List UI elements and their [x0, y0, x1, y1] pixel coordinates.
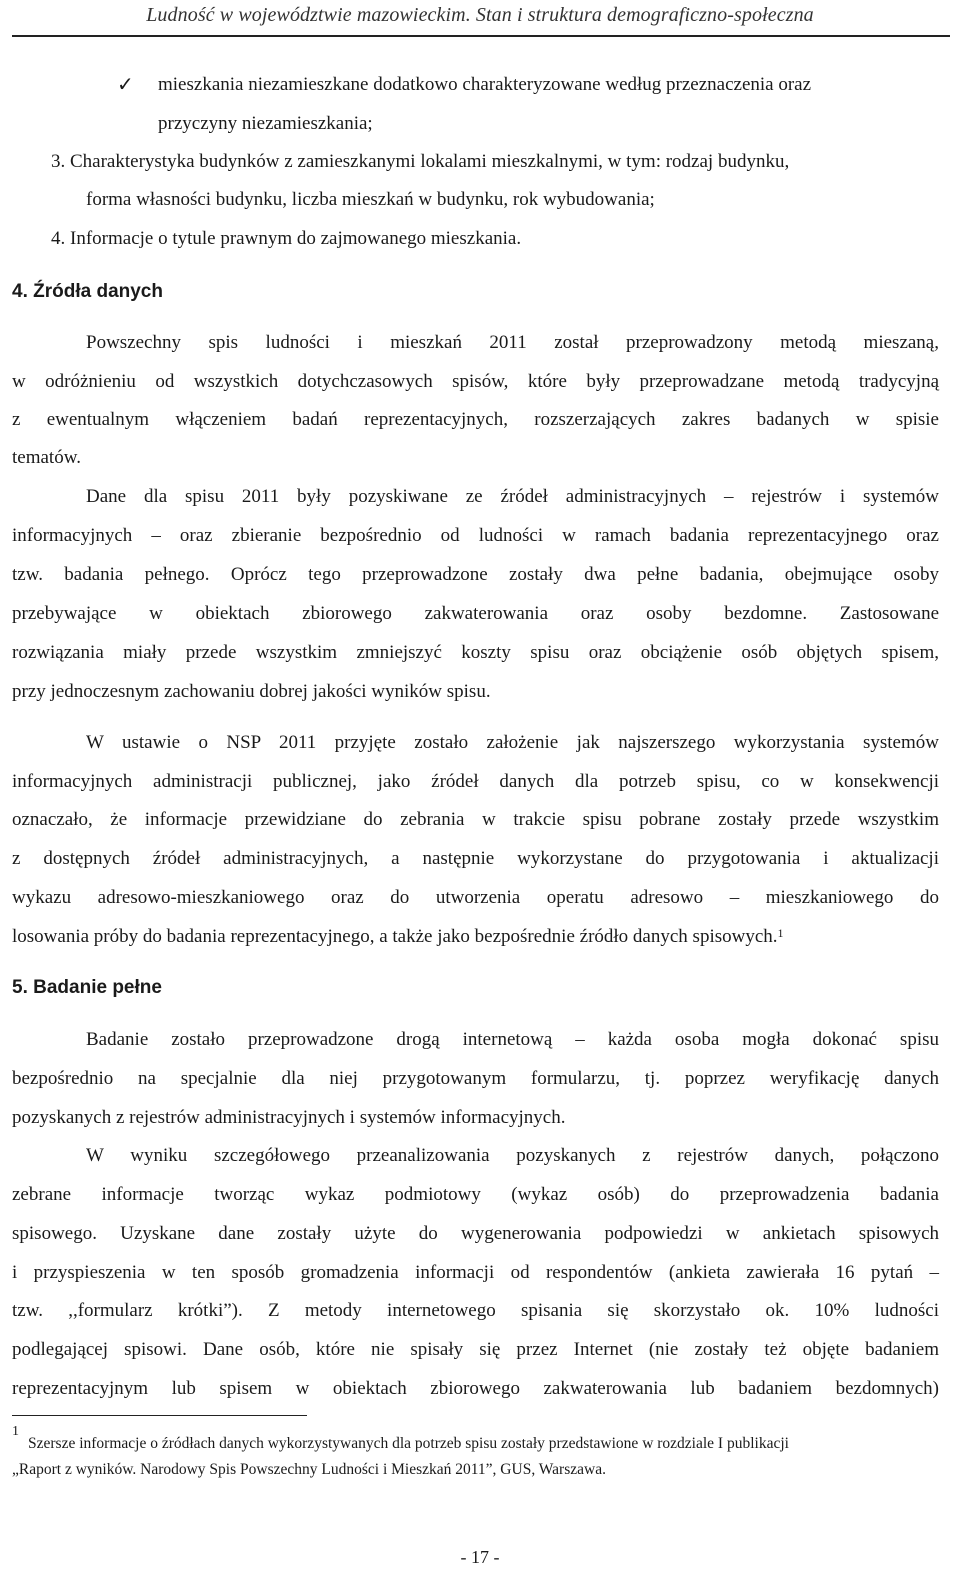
paragraph-line: rozwiązania miały przede wszystkim zmniejszyć koszty spisu oraz obciążenie osób objętych spisem,	[12, 642, 939, 663]
paragraph-line: W ustawie o NSP 2011 przyjęte zostało założenie jak najszerszego wykorzystania systemów	[86, 732, 939, 753]
paragraph-line: bezpośrednio na specjalnie dla niej przygotowanym formularzu, tj. poprzez weryfikację danych	[12, 1068, 939, 1089]
header-rule	[12, 35, 950, 37]
paragraph-line	[12, 925, 784, 949]
paragraph-line: wykazu adresowo-mieszkaniowego oraz do utworzenia operatu adresowo – mieszkaniowego do	[12, 887, 939, 908]
paragraph-line: W wyniku szczegółowego przeanalizowania pozyskanych z rejestrów danych, połączono	[86, 1145, 939, 1166]
footnote-reference: 1	[777, 926, 784, 940]
footnote-number: 1	[12, 1424, 19, 1439]
paragraph-line: zebrane informacje tworząc wykaz podmiotowy (wykaz osób) do przeprowadzenia badania	[12, 1184, 939, 1205]
paragraph-line: informacyjnych – oraz zbieranie bezpośrednio od ludności w ramach badania reprezentacyjnego oraz	[12, 525, 939, 546]
section-heading: 4. Źródła danych	[12, 281, 163, 302]
paragraph-line: z dostępnych źródeł administracyjnych, a następnie wykorzystane do przygotowania i aktualizacji	[12, 848, 939, 869]
paragraph-line: Dane dla spisu 2011 były pozyskiwane ze źródeł administracyjnych – rejestrów i systemów	[86, 486, 939, 507]
list-item: 3. Charakterystyka budynków z zamieszkanymi lokalami mieszkalnymi, w tym: rodzaj budynku,	[51, 151, 790, 172]
list-item-continuation: forma własności budynku, liczba mieszkań w budynku, rok wybudowania;	[86, 189, 655, 210]
paragraph-line: Badanie zostało przeprowadzone drogą internetową – każda osoba mogła dokonać spisu	[86, 1029, 939, 1050]
list-item: 4. Informacje o tytule prawnym do zajmowanego mieszkania.	[51, 228, 522, 249]
paragraph-line: pozyskanych z rejestrów administracyjnych i systemów informacyjnych.	[12, 1107, 566, 1128]
paragraph-line: Powszechny spis ludności i mieszkań 2011 został przeprowadzony metodą mieszaną,	[86, 332, 939, 353]
section-heading: 5. Badanie pełne	[12, 977, 162, 998]
page-number: - 17 -	[460, 1547, 500, 1567]
footnote-text: Szersze informacje o źródłach danych wykorzystywanych dla potrzeb spisu zostały przedstawione w rozdziale I publikacji	[28, 1435, 789, 1452]
paragraph-line: w odróżnieniu od wszystkich dotychczasowych spisów, które były przeprowadzane metodą tradycyjną	[12, 371, 939, 392]
paragraph-line: oznaczało, że informacje przewidziane do zebrania w trakcie spisu pobrane zostały przede wszystkim	[12, 809, 939, 830]
paragraph-line: i przyspieszenia w ten sposób gromadzenia informacji od respondentów (ankieta zawierała 16 pytań –	[12, 1262, 939, 1283]
paragraph-line: przebywające w obiektach zbiorowego zakwaterowania oraz osoby bezdomne. Zastosowane	[12, 603, 939, 624]
paragraph-line: reprezentacyjnym lub spisem w obiektach zbiorowego zakwaterowania lub badaniem bezdomnych)	[12, 1378, 939, 1399]
paragraph-line: informacyjnych administracji publicznej, jako źródeł danych dla potrzeb spisu, co w konsekwencji	[12, 771, 939, 792]
list-item-continuation: przyczyny niezamieszkania;	[158, 113, 373, 134]
paragraph-line: tzw. ,,formularz krótki”). Z metody internetowego spisania się skorzystało ok. 10% ludności	[12, 1300, 939, 1321]
list-item: mieszkania niezamieszkane dodatkowo charakteryzowane według przeznaczenia oraz	[158, 74, 812, 95]
paragraph-line: z ewentualnym włączeniem badań reprezentacyjnych, rozszerzających zakres badanych w spisie	[12, 409, 939, 430]
checkmark-icon: ✓	[117, 74, 134, 96]
paragraph-text: losowania próby do badania reprezentacyjnego, a także jako bezpośrednie źródło danych spisowych.	[12, 926, 778, 947]
footnote-text: „Raport z wyników. Narodowy Spis Powszechny Ludności i Mieszkań 2011”, GUS, Warszawa.	[12, 1461, 606, 1478]
paragraph-line: przy jednoczesnym zachowaniu dobrej jakości wyników spisu.	[12, 681, 491, 702]
paragraph-line: tematów.	[12, 447, 81, 468]
paragraph-line: tzw. badania pełnego. Oprócz tego przeprowadzone zostały dwa pełne badania, obejmujące osoby	[12, 564, 939, 585]
paragraph-line: podlegającej spisowi. Dane osób, które nie spisały się przez Internet (nie zostały też objęte badaniem	[12, 1339, 939, 1360]
footnote-rule	[12, 1415, 307, 1416]
paragraph-line: spisowego. Uzyskane dane zostały użyte do wygenerowania podpowiedzi w ankietach spisowych	[12, 1223, 939, 1244]
running-header: Ludność w województwie mazowieckim. Stan i struktura demograficzno-społeczna	[146, 4, 814, 26]
